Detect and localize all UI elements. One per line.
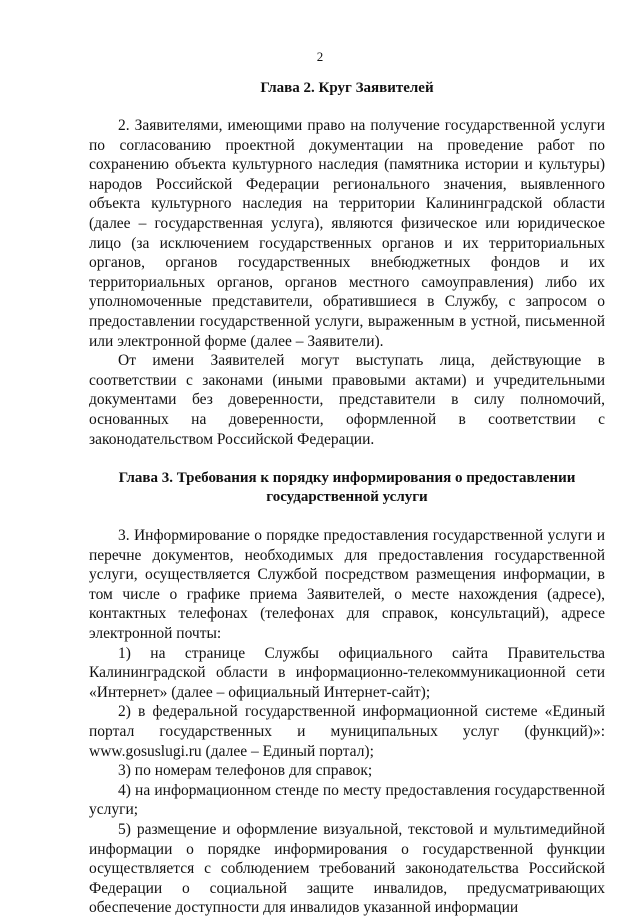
chapter-3-list-item: 4) на информационном стенде по месту предоставления государственной услуги; bbox=[89, 781, 605, 819]
chapter-3-paragraph: 3. Информирование о порядке предоставления государственной услуги и перечне документов, необходимых для предоставления государственной услуги, осуществляется Службой посредством размещения информации, в том числе о графике приема Заявителей, о месте нахождения (адресе), контактных телефонах (телефонах для справок, консультаций), адресе электронной почты: bbox=[89, 527, 605, 643]
document-body bbox=[89, 79, 605, 918]
chapter-2-title: Глава 2. Круг Заявителей bbox=[260, 80, 434, 96]
chapter-3-list-item: 5) размещение и оформление визуальной, текстовой и мультимедийной информации о порядке информирования о государственной функции осуществляется с соблюдением требований законодательства Российской Федерации о социальной защите инвалидов, предусматривающих обеспечение доступности для инвалидов указанной информации bbox=[89, 821, 605, 917]
chapter-3-list-item: 2) в федеральной государственной информационной системе «Единый портал государственных и муниципальных услуг (функций)»: www.gosuslugi.ru (далее – Единый портал); bbox=[89, 703, 605, 760]
chapter-2-paragraph: От имени Заявителей могут выступать лица, действующие в соответствии с законами (иными правовыми актами) и учредительными документами без доверенности, представители в силу полномочий, основанных на доверенности, оформленной в соответствии с законодательством Российской Федерации. bbox=[89, 352, 605, 448]
chapter-2-paragraph: 2. Заявителями, имеющими право на получение государственной услуги по согласованию проектной документации на проведение работ по сохранению объекта культурного наследия (памятника истории и культуры) народов Российской Федерации регионального значения, выявленного объекта культурного наследия на территории Калининградской области (далее – государственная услуга), являются физическое или юридическое лицо (за исключением государственных органов и их территориальных органов, органов государственных внебюджетных фондов и их территориальных органов, органов местного самоуправления) либо их уполномоченные представители, обратившиеся в Службу, с запросом о предоставлении государственной услуги, выраженным в устной, письменной или электронной форме (далее – Заявители). bbox=[89, 117, 605, 350]
chapter-3-title: Глава 3. Требования к порядку информирования о предоставлении государственной услуги bbox=[118, 470, 576, 506]
chapter-3-list-item: 1) на странице Службы официального сайта Правительства Калининградской области в информационно-телекоммуникационной сети «Интернет» (далее – официальный Интернет-сайт); bbox=[89, 644, 605, 701]
page-number: 2 bbox=[316, 49, 324, 64]
chapter-3-list-item: 3) по номерам телефонов для справок; bbox=[118, 762, 373, 780]
